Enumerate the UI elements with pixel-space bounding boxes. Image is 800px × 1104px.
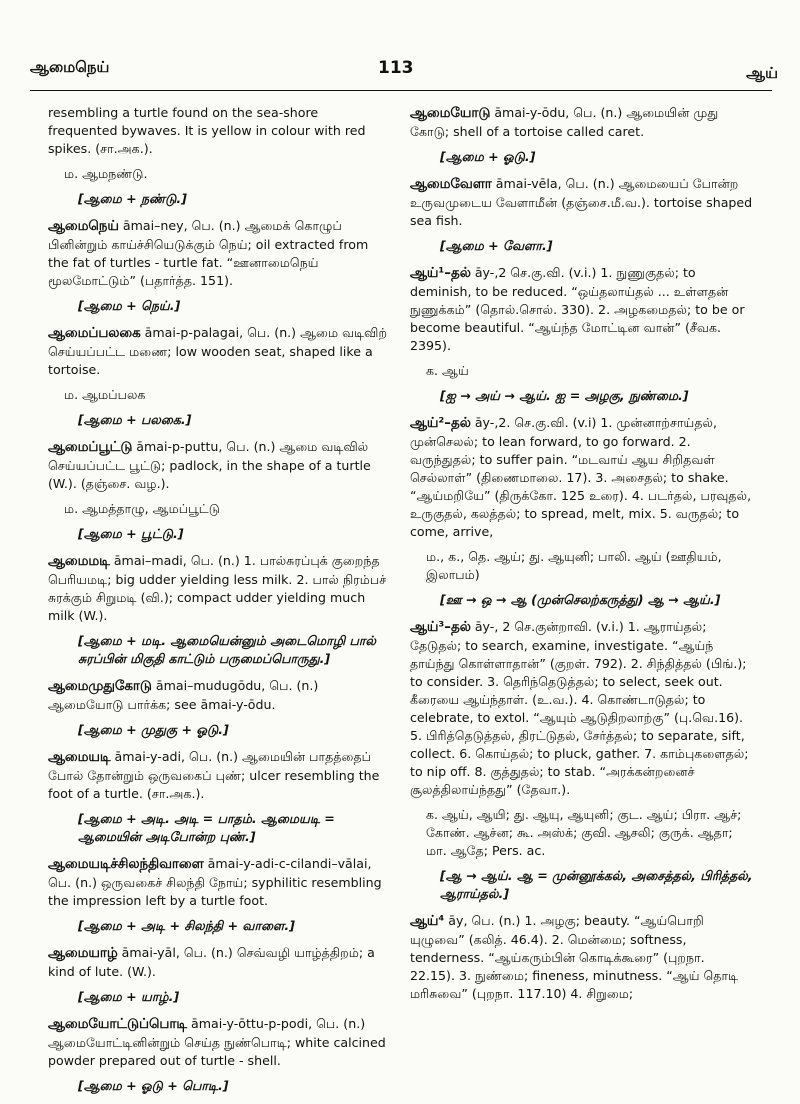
entry-headword: ஆமைப்பூட்டு bbox=[48, 440, 133, 455]
entry-definition: āmai-p-palagai, பெ. (n.) ஆமை வடிவிற் செய்யப்பட்ட மணை; low wooden seat, shaped like a tortoise. bbox=[48, 325, 388, 377]
cognate-line: ம. ஆமப்பலக bbox=[64, 387, 146, 402]
dictionary-entry bbox=[410, 264, 753, 355]
entry-definition: āy-,2 செ.கு.வி. (v.i.) 1. நுணுகுதல்; to deminish, to be reduced. “ஒய்தலாய்தல் ... உள்ளதன் நுணுக்கம்” (தொல்.சொல். 330). 2. அழகமைதல்; to be or become beautiful. “ஆய்ந்த மோட்டின வான்” (சீவக. 2395). bbox=[410, 265, 745, 353]
cognate-line: க. ஆய், ஆயி; து. ஆயு, ஆயுனி; குட. ஆய்; பிரா. ஆச்; கோண். ஆச்ன; கூ. அஸ்க்; குவி. ஆசலி; குருக். ஆதா; மா. ஆதே; Pers. ac. bbox=[426, 807, 742, 858]
entry-definition: āy, பெ. (n.) 1. அழகு; beauty. “ஆய்பொறி யுழுவை” (கலித். 46.4). 2. மென்மை; softness, tenderness. “ஆய்கரும்பின் கொடிக்கூரை” (புறநா. 22.15). 3. நுண்மை; fineness, minutness. “ஆய் தொடி மரிசுவை” (புறநா. 117.10) 4. சிறுமை; bbox=[410, 913, 739, 1001]
left-column bbox=[48, 104, 391, 1104]
derivation-note: [ஆமை + நெய்.] bbox=[78, 298, 181, 313]
dictionary-entry bbox=[48, 324, 391, 379]
entry-definition: āmai-y-ōttu-p-podi, பெ. (n.) ஆமையோட்டினின்றும் செய்த நுண்பொடி; white calcined powder prepared out of turtle - shell. bbox=[48, 1016, 386, 1068]
derivation-note: [ஆமை + அடி. அடி = பாதம். ஆமையடி = ஆமையின் அடிபோன்ற புண்.] bbox=[78, 811, 335, 844]
derivation-note: [ஆமை + ஓடு + பொடி.] bbox=[78, 1078, 229, 1093]
right-column bbox=[410, 104, 753, 1010]
entry-definition: āmai-vēla, பெ. (n.) ஆமையைப் போன்ற உருவமுடைய வேளாமீன் (தஞ்சை.மீ.வ.). tortoise shaped sea fish. bbox=[410, 176, 753, 228]
entry-definition: āmai-yāl, பெ. (n.) செவ்வழி யாழ்த்திறம்; a kind of lute. (W.). bbox=[48, 945, 375, 979]
dictionary-entry bbox=[48, 217, 391, 290]
derivation-note: [ஆமை + பூட்டு.] bbox=[78, 526, 184, 541]
derivation-note: [ஆமை + பலகை.] bbox=[78, 412, 192, 427]
dictionary-entry bbox=[48, 1015, 391, 1070]
entry-headword: ஆமைப்பலகை bbox=[48, 326, 141, 341]
entry-headword: ஆமையடிச்சிலந்திவாளை bbox=[48, 857, 204, 872]
page-number: 113 bbox=[378, 58, 414, 78]
entry-headword: ஆமையாழ் bbox=[48, 946, 118, 961]
entry-headword: ஆமைநெய் bbox=[48, 219, 119, 234]
derivation-note: [ஆமை + வேளா.] bbox=[440, 238, 553, 253]
entry-definition: āy-, 2 செ.குன்றாவி. (v.i.) 1. ஆராய்தல்; தேடுதல்; to search, examine, investigate. “ஆய்ந் தாய்ந்து கொள்ளாதான்” (குறள். 792). 2. சிந்தித்தல் (பிங்.); to consider. 3. தெரிந்தெடுத்தல்; to select, seek out. கீரையை ஆய்ந்தாள். (உ.வ.). 4. கொண்டாடுதல்; to celebrate, to extol. “ஆயும் ஆடுதிறலாற்கு” (பு.வெ.16). 5. பிரித்தெடுத்தல், திரட்டுதல், சேர்த்தல்; to separate, sift, collect. 6. கொய்தல்; to pluck, gather. 7. காம்புகளைதல்; to nip off. 8. குத்துதல்; to stab. “அரக்கன்றனைச் சூலத்திலாய்ந்தது” (தேவா.). bbox=[410, 619, 749, 797]
derivation-note: [ஊ → ஒ → ஆ (முன்செலற்கருத்து) ஆ → ஆய்.] bbox=[440, 592, 721, 607]
derivation-note: [ஆமை + மடி. ஆமையென்னும் அடைமொழி பால் சுரப்பின் மிகுதி காட்டும் பருமைப்பொருது.] bbox=[78, 633, 376, 666]
header-right-guideword: ஆய் bbox=[746, 64, 778, 82]
derivation-note: [ஆமை + நண்டு.] bbox=[78, 191, 187, 206]
entry-definition: āmai-y-ōdu, பெ. (n.) ஆமையின் முது கோடு; shell of a tortoise called caret. bbox=[410, 105, 719, 139]
entry-headword: ஆமையடி bbox=[48, 750, 111, 765]
header-left-guideword: ஆமைநெய் bbox=[30, 58, 110, 76]
derivation-note: [ஆ → ஆய். ஆ = முன்னூக்கல், அசைத்தல், பிரித்தல், ஆராய்தல்.] bbox=[440, 868, 753, 901]
entry-definition: āmai-p-puttu, பெ. (n.) ஆமை வடிவில் செய்யப்பட்ட பூட்டு; padlock, in the shape of a turtle (W.). (தஞ்சை. வழ.). bbox=[48, 439, 371, 491]
continued-text: resembling a turtle found on the sea-shore frequented bywaves. It is yellow in colour with red spikes. (சா.அக.). bbox=[48, 105, 366, 156]
dictionary-entry bbox=[48, 944, 391, 981]
entry-definition: āy-,2. செ.கு.வி. (v.i) 1. முன்னாற்சாய்தல், முன்செலல்; to lean forward, to go forward. 2. வருந்துதல்; to suffer pain. “மடவாய் ஆய சிறிதவள் செல்லாள்” (திணைமாலை. 17). 3. அசைதல்; to shake. “ஆய்மறியே” (திருக்கோ. 125 உரை). 4. படர்தல், பரவுதல், உருகுதல், கலத்தல்; to spread, melt, mix. 5. வருதல்; to come, arrive, bbox=[410, 415, 752, 539]
dictionary-entry bbox=[410, 912, 753, 1003]
cognate-line: ம. ஆமநண்டு. bbox=[64, 166, 148, 181]
page-header bbox=[0, 58, 800, 88]
entry-headword: ஆமையோடு bbox=[410, 106, 491, 121]
entry-definition: āmai–ney, பெ. (n.) ஆமைக் கொழுப் பினின்றும் காய்ச்சியெடுக்கும் நெய்; oil extracted from the fat of turtles - turtle fat. “ஊனாமைநெய் மூலமோட்டும்” (பதார்த்த. 151). bbox=[48, 218, 369, 288]
derivation-note: [ஐ → அய் → ஆய். ஐ = அழகு, நுண்மை.] bbox=[440, 388, 689, 403]
derivation-note: [ஆமை + யாழ்.] bbox=[78, 989, 180, 1004]
dictionary-entry bbox=[48, 748, 391, 803]
dictionary-entry bbox=[48, 855, 391, 910]
cognate-line: க. ஆய் bbox=[426, 363, 469, 378]
dictionary-entry bbox=[48, 552, 391, 625]
entry-headword: ஆய்¹–தல் bbox=[410, 266, 471, 281]
entry-definition: āmai-y-adi, பெ. (n.) ஆமையின் பாதத்தைப் போல் தோன்றும் ஒருவகைப் புண்; ulcer resembling the foot of a turtle. (சா.அக.). bbox=[48, 749, 380, 801]
cognate-line: ம. ஆமத்தாழு, ஆமப்பூட்டு bbox=[64, 501, 220, 516]
dictionary-entry bbox=[410, 414, 753, 541]
derivation-note: [ஆமை + முதுகு + ஓடு.] bbox=[78, 722, 229, 737]
dictionary-entry bbox=[410, 618, 753, 799]
header-rule bbox=[30, 90, 772, 91]
dictionary-entry bbox=[410, 175, 753, 230]
derivation-note: [ஆமை + அடி + சிலந்தி + வாளை.] bbox=[78, 918, 295, 933]
entry-definition: āmai–madi, பெ. (n.) 1. பால்சுரப்புக் குறைந்த பெரியமடி; big udder yielding less milk. 2. பால் நிரம்பச் சுரக்கும் சிறுமடி (வி.); compact udder yielding much milk (W.). bbox=[48, 553, 387, 623]
entry-headword: ஆமைவேளா bbox=[410, 177, 492, 192]
entry-headword: ஆய்²–தல் bbox=[410, 416, 471, 431]
entry-headword: ஆமைமடி bbox=[48, 554, 110, 569]
cognate-line: ம., க., தெ. ஆய்; து. ஆயுனி; பாலி. ஆய் (ஊதியம், இலாபம்) bbox=[426, 549, 722, 582]
dictionary-entry bbox=[48, 677, 391, 714]
entry-definition: āmai–mudugōdu, பெ. (n.) ஆமையோடு பார்க்க; see āmai-y-ōdu. bbox=[48, 678, 319, 712]
dictionary-entry bbox=[410, 104, 753, 141]
dictionary-entry bbox=[48, 438, 391, 493]
entry-headword: ஆமைமுதுகோடு bbox=[48, 679, 152, 694]
entry-headword: ஆமையோட்டுப்பொடி bbox=[48, 1017, 187, 1032]
entry-headword: ஆய்⁴ bbox=[410, 914, 445, 929]
entry-definition: āmai-y-adi-c-cilandi–vālai, பெ. (n.) ஒருவகைச் சிலந்தி நோய்; syphilitic resembling the impression left by a turtle foot. bbox=[48, 856, 382, 908]
derivation-note: [ஆமை + ஓடு.] bbox=[440, 149, 536, 164]
entry-headword: ஆய்³–தல் bbox=[410, 620, 471, 635]
